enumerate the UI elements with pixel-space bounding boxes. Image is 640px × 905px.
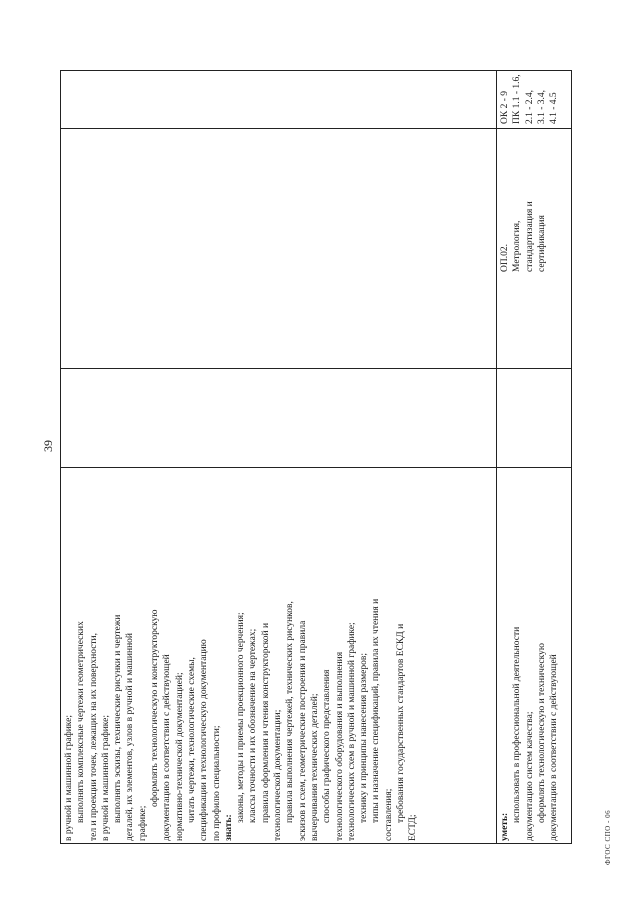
content-line: графике;	[137, 805, 148, 841]
discipline-name-line: стандартизация и	[524, 201, 535, 272]
content-line: читать чертежи, технологические схемы,	[186, 657, 197, 823]
content-line: составления;	[383, 788, 394, 841]
discipline-code: ОП.02.	[500, 244, 510, 272]
page-number: 39	[41, 440, 55, 452]
footer-doc-code: ФГОС СПО - 06	[604, 809, 612, 865]
content-line: вычерчивания технических деталей;	[309, 693, 320, 841]
content-line: использовать в профессиональной деятельности	[512, 626, 523, 823]
content-cell	[63, 469, 495, 841]
competency-line: ОК 2 - 9	[500, 91, 510, 124]
content-line: эскизов и схем, геометрические построения и правила	[297, 620, 308, 841]
content-line: требования государственных стандартов ЕСКД и	[396, 623, 407, 823]
content-line: в ручной и машинной графике;	[100, 714, 111, 841]
content-line: правила оформления и чтения конструкторской и	[260, 622, 271, 823]
content-line: спецификации и технологическую документацию	[199, 639, 210, 841]
discipline-name-line: сертификация	[536, 215, 547, 272]
content-line: правила выполнения чертежей, технических рисунков,	[285, 601, 296, 823]
discipline-name-line: Метрология,	[512, 220, 523, 272]
content-line: тел и проекции точек, лежащих на их поверхности,	[88, 632, 99, 841]
content-line: деталей, их элементов, узлов в ручной и машинной	[125, 633, 136, 841]
content-line: оформлять технологическую и техническую	[536, 643, 547, 823]
competency-line: 2.1 - 2.4,	[524, 89, 535, 124]
table-border-bottom-edge	[571, 70, 572, 843]
content-line: типы и назначение спецификаций, правила их чтения и	[371, 598, 382, 823]
discipline-cell	[499, 132, 571, 272]
section-heading-know: знать:	[223, 814, 234, 841]
content-line: оформлять технологическую и конструкторскую	[150, 609, 161, 807]
table-border-bottom	[60, 843, 572, 844]
content-line: выполнять комплексные чертежи геометрических	[76, 621, 87, 823]
content-line: технологических схем в ручной и машинной графике;	[346, 622, 357, 841]
content-line: по профилю специальности;	[211, 725, 222, 841]
competency-line: 4.1 - 4.5	[549, 92, 560, 124]
content-line: законы, методы и приемы проекционного черчения;	[236, 612, 247, 823]
section-heading-can: уметь:	[500, 812, 510, 841]
content-line: ЕСТД;	[408, 814, 419, 841]
content-line: классы точности и их обозначение на чертежах;	[248, 628, 259, 823]
content-line: технологической документации;	[273, 709, 284, 841]
table-border-top-edge	[60, 70, 61, 843]
content-line: выполнять эскизы, технические рисунки и чертежи	[113, 614, 124, 823]
content-line: документацию систем качества;	[524, 711, 535, 841]
content-line: технологического оборудования и выполнения	[334, 651, 345, 841]
content-line: документацию в соответствии с действующей	[162, 654, 173, 841]
competency-cell	[499, 70, 571, 124]
content-line: документацию в соответствии с действующей	[549, 654, 560, 841]
competency-line: ПК 1.1 - 1.6,	[512, 74, 523, 124]
content-line: нормативно-технической документацией;	[174, 672, 185, 841]
content-line: в ручной и машинной графике;	[64, 714, 74, 841]
table-row-divider	[496, 70, 497, 843]
next-row-content-cell	[499, 469, 571, 841]
content-line: технику и принципы нанесения размеров;	[359, 653, 370, 823]
competency-line: 3.1 - 3.4,	[536, 89, 547, 124]
content-line: способы графического представления	[322, 669, 333, 823]
